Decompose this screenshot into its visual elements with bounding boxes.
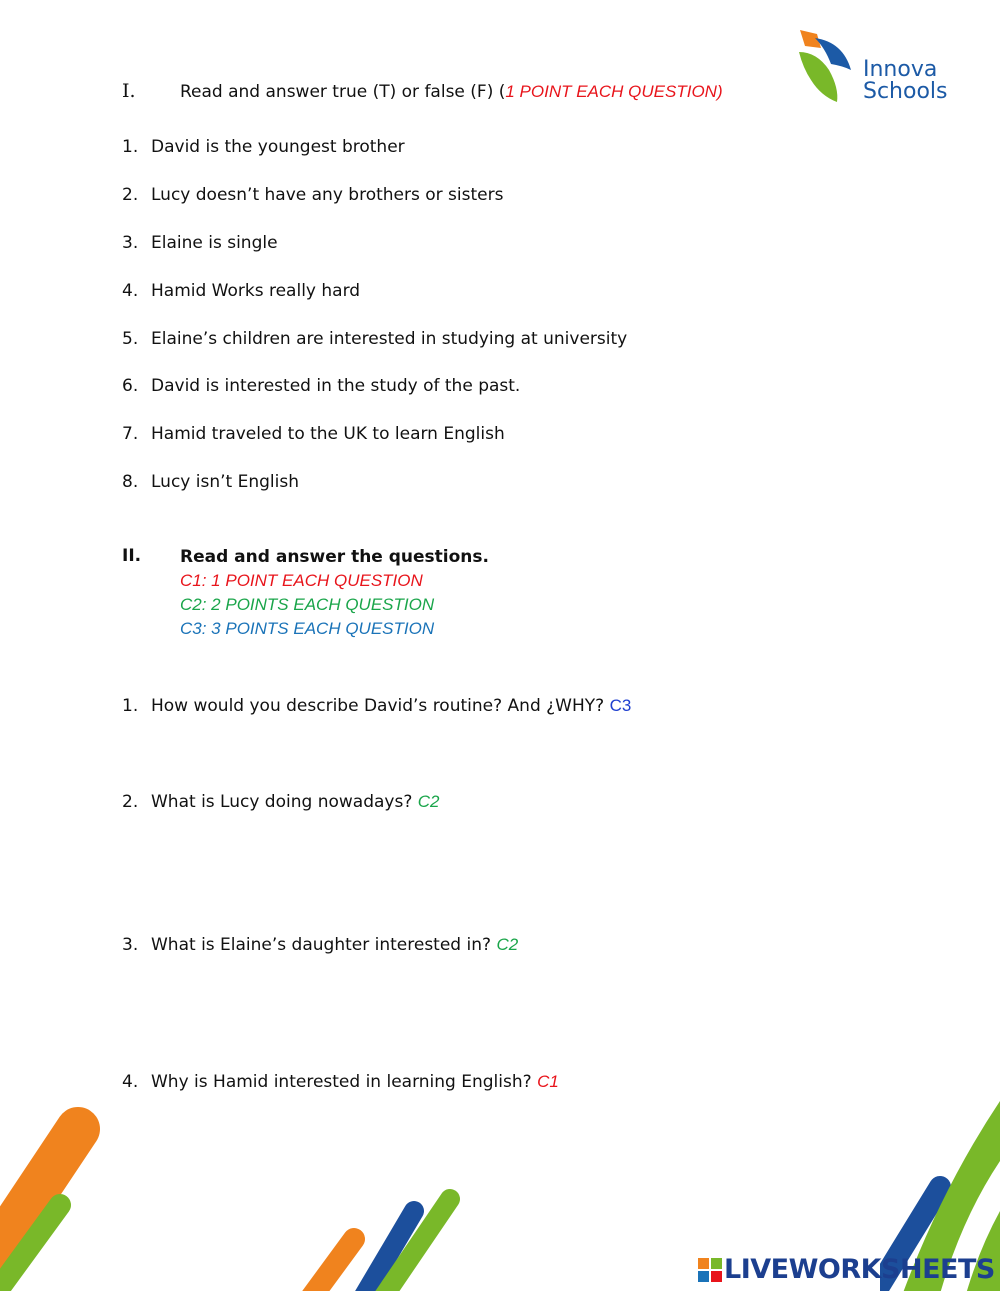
question-points-tag: C3 (609, 696, 632, 715)
section1-instruction (180, 82, 723, 102)
question-item (122, 1072, 559, 1092)
list-item (122, 472, 299, 492)
item-number: 4. (122, 281, 139, 301)
section1-numeral: I. (122, 80, 136, 102)
question-text: What is Lucy doing nowadays? (151, 792, 413, 812)
section1-points: 1 POINT EACH QUESTION) (505, 82, 723, 101)
item-text: Hamid Works really hard (151, 281, 361, 301)
item-text: Hamid traveled to the UK to learn English (151, 424, 505, 444)
points-legend-c3: C3: 3 POINTS EACH QUESTION (180, 619, 435, 638)
item-number: 6. (122, 376, 139, 396)
list-item (122, 424, 505, 444)
question-number: 4. (122, 1072, 139, 1092)
list-item (122, 185, 503, 205)
question-text: How would you describe David’s routine? And ¿WHY? (151, 696, 605, 716)
section2-numeral: II. (122, 546, 142, 566)
logo-text-line2: Schools (863, 79, 948, 104)
logo-text-line1: Innova (863, 57, 938, 82)
list-item (122, 329, 627, 349)
question-text: Why is Hamid interested in learning English? (151, 1072, 532, 1092)
liveworksheets-logo-icon (698, 1258, 722, 1282)
question-number: 3. (122, 935, 139, 955)
question-item (122, 696, 631, 716)
question-item (122, 935, 518, 955)
item-number: 2. (122, 185, 139, 205)
points-legend-c2: C2: 2 POINTS EACH QUESTION (180, 595, 435, 614)
item-text: Elaine is single (151, 233, 278, 253)
watermark-text: LIVEWORKSHEETS (724, 1254, 995, 1285)
item-number: 5. (122, 329, 139, 349)
list-item (122, 281, 360, 301)
item-text: David is interested in the study of the past. (151, 376, 521, 396)
item-number: 3. (122, 233, 139, 253)
question-number: 1. (122, 696, 139, 716)
decorative-stripes-center (290, 1181, 480, 1291)
question-text: What is Elaine’s daughter interested in? (151, 935, 492, 955)
item-text: Lucy doesn’t have any brothers or sisters (151, 185, 504, 205)
question-item (122, 792, 439, 812)
item-number: 1. (122, 137, 139, 157)
item-number: 8. (122, 472, 139, 492)
question-points-tag: C1 (537, 1072, 559, 1091)
section2-instruction: Read and answer the questions. (180, 547, 489, 567)
points-legend-c1: C1: 1 POINT EACH QUESTION (180, 571, 423, 590)
question-points-tag: C2 (496, 935, 519, 954)
decorative-stripes-left (0, 1091, 130, 1291)
item-text: David is the youngest brother (151, 137, 405, 157)
item-number: 7. (122, 424, 139, 444)
list-item (122, 137, 405, 157)
item-text: Elaine’s children are interested in studying at university (151, 329, 628, 349)
question-points-tag: C2 (417, 792, 440, 811)
list-item (122, 376, 520, 396)
logo-mark-icon (795, 26, 865, 106)
item-text: Lucy isn’t English (151, 472, 299, 492)
list-item (122, 233, 278, 253)
question-number: 2. (122, 792, 139, 812)
section1-instruction-text: Read and answer true (T) or false (F) ( (180, 82, 506, 102)
